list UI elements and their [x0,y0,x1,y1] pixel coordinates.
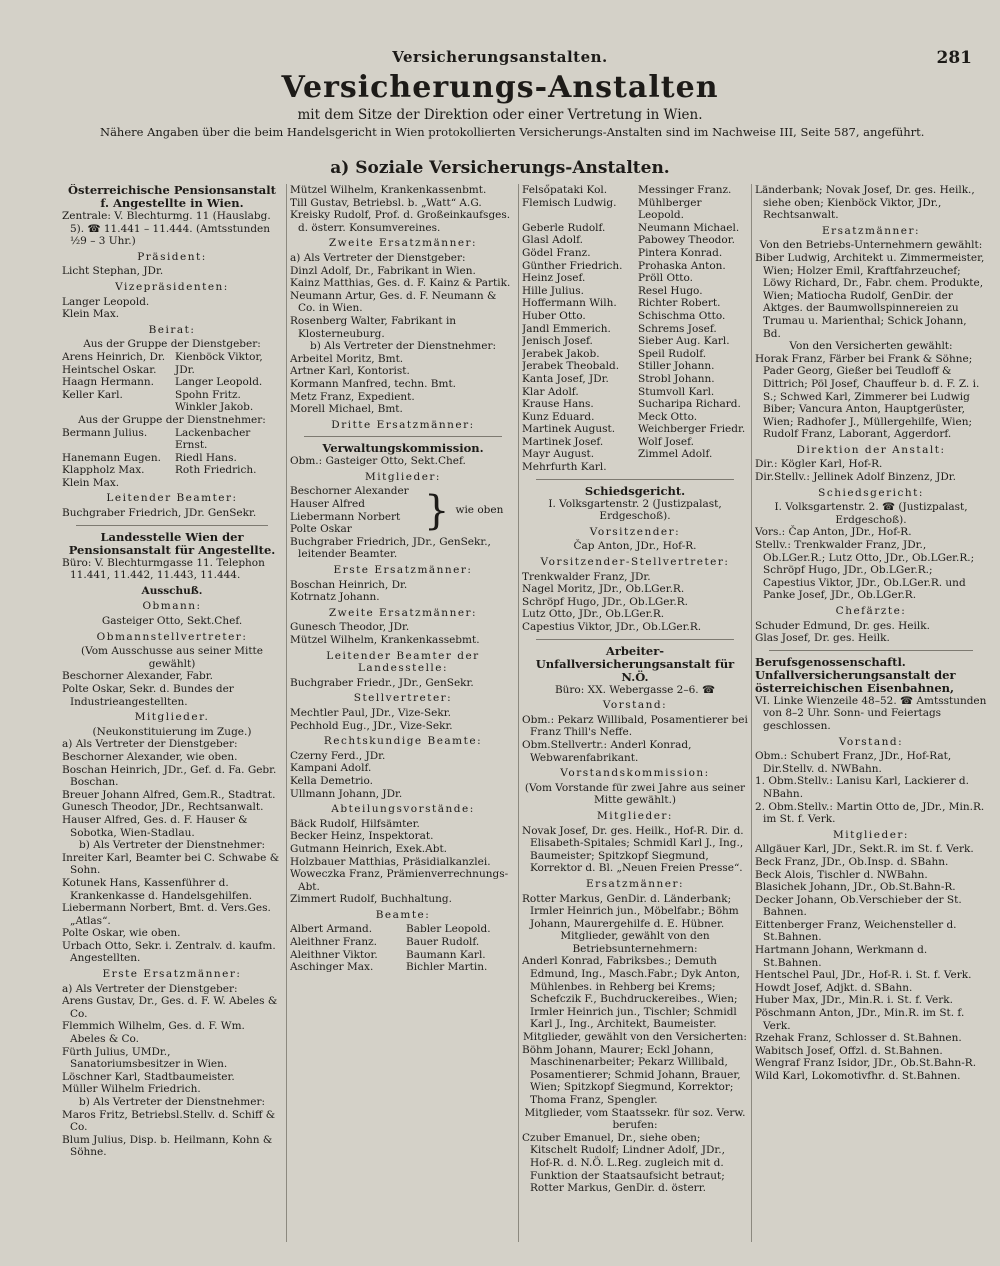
subheading: Leitender Beamter der Landesstelle: [326,649,480,675]
entry: Stiller Johann. [638,360,715,373]
entry: Albert Armand. [290,923,373,936]
entry: Wolf Josef. [638,435,694,448]
entry: Novak Josef, Dr. ges. Heilk., Hof-R. Dir. d. Elisabeth-Spitales; Schmidl Karl J., Ing., Baumeister; Spitzkopf Siegmund, Korrektor d. Bl. „Neuen Freien Presse“. [522,824,744,875]
entry: Klappholz Max. [62,464,145,477]
address: I. Volksgartenstr. 2 (Justizpalast, Erdgeschoß). [548,497,722,523]
entry: Hentschel Paul, JDr., Hof-R. i. St. f. Verk. [755,969,972,982]
entry: Decker Johann, Ob.Verschieber der St. Bahnen. [755,893,962,919]
entry: Obm.: Pekarz Willibald, Posamentierer bei Franz Thill's Neffe. [522,713,748,739]
entry: Woweczka Franz, Prämienverrechnungs-Abt. [290,868,509,893]
entry: Beck Franz, JDr., Ob.Insp. d. SBahn. [755,855,949,868]
entry: Günther Friedrich. [522,259,623,272]
entry: Rotter Markus, GenDir. d. Länderbank; Irmler Heinrich jun., Möbelfabr.; Böhm Johann, Maurergehilfe d. E. Hübner. [522,892,739,930]
entry: Rosenberg Walter, Fabrikant in Klosterneuburg. [290,314,457,340]
entry: Kella Demetrio. [290,774,373,787]
group-heading: b) Als Vertreter der Dienstnehmer: [78,1096,266,1108]
subheading: Leitender Beamter: [106,492,238,505]
entry [175,477,282,490]
entry: Keller Karl. [62,388,123,401]
entry: Krause Hans. [522,398,594,411]
entry: Speil Rudolf. [638,347,707,360]
entry: Boschan Heinrich, Dr. [290,578,408,591]
address: I. Volksgartenstr. 2. ☎ (Justizpalast, Erdgeschoß). [774,501,968,526]
entry: Messinger Franz. [638,184,732,196]
entry: Kienböck Viktor, [175,350,263,363]
entry: Metz Franz, Expedient. [290,390,415,403]
entry: Biber Ludwig, Architekt u. Zimmermeister, Wien; Holzer Emil, Kraftfahrzeuchef; Löwy Richard, Dr., Fabr. chem. Produkte, Wien; Matiocha Rudolf, GenDir. der Aktges. der Baumwollspinnereien zu Trumau u. Marienthal; Schick Johann, Bd. [755,251,985,340]
subheading: Erste Ersatzmänner: [102,968,242,981]
subheading: Obmannstellvertreter: [96,630,248,643]
running-head: Versicherungsanstalten. [392,48,608,66]
entry: Weichberger Friedr. [638,423,746,436]
entry: Gödel Franz. [522,246,591,259]
entry: Neumann Artur, Ges. d. F. Neumann & Co. in Wien. [290,289,497,315]
entry: Wabitsch Josef, Offzl. d. St.Bahnen. [755,1044,943,1057]
group-heading: a) Als Vertreter der Dienstgeber: [62,738,238,751]
group-heading: Von den Betriebs-Unternehmern gewählt: [759,239,983,252]
entry: Obm.Stellvertr.: Anderl Konrad, Webwarenfabrikant. [522,738,692,764]
entry: Löschner Karl, Stadtbaumeister. [62,1070,235,1083]
entry: Kreisky Rudolf, Prof. d. Großeinkaufsges. d. österr. Konsumvereines. [290,209,511,234]
entry: Stellv.: Trenkwalder Franz, JDr., Ob.LGer.R.; Lutz Otto, JDr., Ob.LGer.R.; Schröpf Hugo, JDr., Ob.LGer.R.; Capestius Viktor, JDr., Ob.LGer.R. und Panke Josef, JDr., Ob.LGer.R. [755,539,975,602]
entry: 1. Obm.Stellv.: Lanisu Karl, Lackierer d. NBahn. [755,775,969,800]
entry: Dinzl Adolf, Dr., Fabrikant in Wien. [290,264,476,277]
entry: 2. Obm.Stellv.: Martin Otto de, JDr., Min.R. im St. f. Verk. [755,800,985,826]
entry: Müller Wilhelm Friedrich. [62,1083,201,1096]
member-group [290,485,516,535]
entry: Schischma Otto. [638,309,726,322]
entry: Beschorner Alexander [290,485,409,498]
subheading: Vorstand: [838,735,904,748]
entry: Liebermann Norbert [290,510,401,523]
subheading: Vorstandskommission: [560,767,710,780]
subheading: Schiedsgericht: [818,486,924,499]
institution-heading: Landesstelle Wien der Pensionsanstalt für Angestellte. [68,529,276,557]
divider [536,479,734,480]
entry: Heinz Josef. [522,272,586,285]
entry: Roth Friedrich. [175,464,257,477]
subheading: Beamte: [375,908,431,921]
entry: Capestius Viktor, JDr., Ob.LGer.R. [522,621,702,633]
entry: Polte Oskar, wie oben. [62,927,181,940]
page-subtitle: mit dem Sitze der Direktion oder einer Vertretung in Wien. [297,107,703,123]
entry: Länderbank; Novak Josef, Dr. ges. Heilk., siehe oben; Kienböck Viktor, JDr., Rechtsanwalt. [755,184,975,222]
entry: Maros Fritz, Betriebsl.Stellv. d. Schiff & Co. [62,1108,276,1134]
entry: Dir.: Kögler Karl, Hof-R. [755,458,883,471]
entry: Babler Leopold. [406,923,491,936]
group-heading: Mitglieder, gewählt von den Versicherten: [523,1031,747,1044]
entry: Fürth Julius, UMDr., Sanatoriumsbesitzer in Wien. [62,1045,228,1071]
entry: Aschinger Max. [290,961,374,974]
entry: JDr. [175,363,195,376]
subheading: Ausschuß. [141,584,203,597]
entry: Jenisch Josef. [522,335,593,348]
address: Büro: V. Blechturmgasse 11. Telephon 11.441, 11.442, 11.443, 11.444. [62,556,265,582]
entry: Strobl Johann. [638,372,715,385]
group-heading: Aus der Gruppe der Dienstnehmer: [78,413,266,426]
page-number: 281 [936,48,972,68]
entry: Obm.: Schubert Franz, JDr., Hof-Rat, Dir.Stellv. d. NWBahn. [755,750,952,775]
address: VI. Linke Wienzeile 48–52. ☎ Amtsstunden von 8–2 Uhr. Sonn- und Feiertags geschlossen. [755,694,987,732]
entry: Kainz Matthias, Ges. d. F. Kainz & Partik. [290,277,511,290]
entry: Beschorner Alexander, wie oben. [62,750,238,763]
entry: Breuer Johann Alfred, Gem.R., Stadtrat. [62,788,276,801]
entry: Morell Michael, Bmt. [290,403,403,416]
group-heading: b) Als Vertreter der Dienstnehmer: [78,839,266,852]
entry: Stumvoll Karl. [638,385,715,398]
entry: Hille Julius. [522,284,584,297]
group-heading: Mitglieder, gewählt von den Betriebsunternehmern: [560,930,710,955]
entry: Obm.: Gasteiger Otto, Sekt.Chef. [290,455,466,468]
entry: Kampani Adolf. [290,762,372,775]
divider [769,650,973,651]
entry: Czerny Ferd., JDr. [290,749,386,762]
entry: Pröll Otto. [638,272,693,285]
entry: Beck Alois, Tischler d. NWBahn. [755,868,928,881]
entry: Pechhold Eug., JDr., Vize-Sekr. [290,719,453,732]
entry: Felsőpataki Kol. [522,184,608,196]
name-grid [62,351,282,414]
institution-heading: Verwaltungskommission. [322,441,484,456]
entry: Sieber Aug. Karl. [638,335,730,348]
entry: Huber Max, JDr., Min.R. i. St. f. Verk. [755,994,953,1007]
divider [536,639,734,640]
entry: Mechtler Paul, JDr., Vize-Sekr. [290,706,451,719]
column-4 [755,184,987,1246]
entry: Gutmann Heinrich, Exek.Abt. [290,842,447,855]
subheading: Mitglieder: [833,828,909,841]
entry: Buchgraber Friedrich, JDr. GenSekr. [62,507,257,520]
entry: Polte Oskar [290,523,352,536]
subheading: Vorstand: [602,699,668,712]
entry: Mützel Wilhelm, Krankenkassenbmt. [290,184,487,196]
entry: Lackenbacher Ernst. [175,426,251,452]
entry: Becker Heinz, Inspektorat. [290,830,434,843]
entry: Spohn Fritz. [175,388,241,401]
entry: Schuder Edmund, Dr. ges. Heilk. [755,619,930,632]
entry: Holzbauer Matthias, Präsidialkanzlei. [290,855,491,868]
entry: Howdt Josef, Adjkt. d. SBahn. [755,981,913,994]
entry: Mützel Wilhelm, Krankenkassebmt. [290,634,480,646]
entry: Heintschel Oskar. [62,363,157,376]
entry: Jerabek Theobald. [522,360,620,373]
brace: } [424,487,450,534]
member-group-names [290,485,418,535]
entry: Aleithner Viktor. [290,948,378,961]
subheading: Beirat: [148,323,196,336]
entry: Zimmel Adolf. [638,448,713,461]
institution-heading: Arbeiter-Unfallversicherungsanstalt für N.Ö. [535,643,735,684]
entry: Bäck Rudolf, Hilfsämter. [290,817,420,830]
group-heading: Von den Versicherten gewählt: [789,340,953,353]
entry: Trenkwalder Franz, JDr. [522,570,651,583]
entry: Dir.Stellv.: Jellinek Adolf Binzenz, JDr. [755,471,956,484]
subheading: Zweite Ersatzmänner: [328,606,478,619]
subheading: Mitglieder: [597,809,673,822]
entry: Gunesch Theodor, JDr., Rechtsanwalt. [62,801,264,814]
name-grid [290,923,516,973]
group-heading: Aus der Gruppe der Dienstgeber: [83,338,261,351]
group-heading: Mitglieder, vom Staatssekr. für soz. Verw. berufen: [524,1106,746,1132]
entry: Kormann Manfred, techn. Bmt. [290,377,457,390]
entry: Pabowey Theodor. [638,234,735,247]
subheading: Mitglieder: [365,470,441,483]
entry: Wengraf Franz Isidor, JDr., Ob.St.Bahn-R. [755,1057,977,1070]
subheading: Zweite Ersatzmänner: [328,237,478,250]
entry: Allgäuer Karl, JDr., Sekt.R. im St. f. Verk. [755,843,974,856]
entry: Flemmich Wilhelm, Ges. d. F. Wm. Abeles & Co. [62,1020,245,1046]
entry: Hauser Alfred, Ges. d. F. Hauser & Sobotka, Wien-Stadlau. [62,813,248,839]
entry: Flemisch Ludwig. [522,196,617,209]
entry [638,461,748,474]
subheading: Vizepräsidenten: [115,280,229,293]
entry: Glas Josef, Dr. ges. Heilk. [755,632,890,645]
entry: Hanemann Eugen. [62,451,161,464]
subheading: Ersatzmänner: [821,224,921,237]
column-divider [286,184,287,1242]
entry: Gasteiger Otto, Sekt.Chef. [101,615,243,628]
entry: Aleithner Franz. [290,936,378,949]
entry: Bermann Julius. [62,426,148,439]
entry: Boschan Heinrich, JDr., Gef. d. Fa. Gebr. Boschan. [62,763,277,789]
entry: Mühlberger Leopold. [638,196,702,222]
entry: Resel Hugo. [638,284,703,297]
entry: Zimmert Rudolf, Buchhaltung. [290,893,452,906]
entry: Geberle Rudolf. [522,221,606,234]
subheading: Präsident: [137,250,207,263]
entry: Schröpf Hugo, JDr., Ob.LGer.R. [522,595,688,608]
entry: Nagel Moritz, JDr., Ob.LGer.R. [522,583,685,596]
entry: Lutz Otto, JDr., Ob.LGer.R. [522,608,665,621]
note: (Neukonstituierung im Zuge.) [92,725,252,738]
divider [76,525,268,526]
entry: Hoffermann Wilh. [522,297,617,310]
institution-heading: Berufsgenossenschaftl. Unfallversicherungsanstalt der österreichischen Eisenbahnen, [755,654,956,695]
institution-heading: Österreichische Pensionsanstalt f. Angestellte in Wien. [68,184,276,210]
entry: Kotunek Hans, Kassenführer d. Krankenkasse d. Handelsgehilfen. [62,876,253,902]
entry: Mehrfurth Karl. [522,461,607,474]
entry: Rzehak Franz, Schlosser d. St.Bahnen. [755,1032,962,1045]
subheading: Mitglieder. [134,711,210,724]
note: (Vom Ausschusse aus seiner Mitte gewählt) [81,645,263,670]
column-1 [62,184,282,1246]
subheading: Ersatzmänner: [585,877,685,890]
reference-notice: Nähere Angaben über die beim Handelsgericht in Wien protokollierten Versicherungs-Anstalten sind im Nachweise III, Seite 587, angeführt. [100,125,925,139]
column-divider [751,184,752,1242]
entry: Meck Otto. [638,410,698,423]
entry [62,401,169,414]
group-heading: b) Als Vertreter der Dienstnehmer: [309,340,497,353]
address: Büro: XX. Webergasse 2–6. ☎ [554,683,716,696]
entry: Schrems Josef. [638,322,717,335]
institution-heading: Schiedsgericht. [584,483,686,498]
entry: Baumann Karl. [406,948,486,961]
entry: Riedl Hans. [175,451,237,464]
entry: Ullmann Johann, JDr. [290,787,403,800]
entry: Bichler Martin. [406,961,488,974]
entry: Artner Karl, Kontorist. [290,365,410,378]
page-title: Versicherungs-Anstalten [281,70,719,105]
subheading: Chefärzte: [835,605,907,617]
entry: Pöschmann Anton, JDr., Min.R. im St. f. Verk. [755,1007,965,1032]
section-heading: a) Soziale Versicherungs-Anstalten. [330,158,670,178]
entry: Horak Franz, Färber bei Frank & Söhne; Pader Georg, Gießer bei Teudloff & Dittrich; Pöl Josef, Chauffeur b. d. F. Z. i. S.; Schwed Karl, Zimmerer bei Ludwig Biber; Vancura Anton, Hauptgerüster, Wien; Radhofer J., Müllergehilfe, Wien; Rudolf Franz, Laborant, Aggerdorf. [755,352,980,441]
entry: Langer Leopold. [62,295,150,308]
entry: Kanta Josef, JDr. [522,372,609,385]
entry: Bauer Rudolf. [406,936,480,949]
entry: Richter Robert. [638,297,721,310]
column-2 [290,184,516,1246]
entry: Arbeitel Moritz, Bmt. [290,352,404,365]
subheading: Vorsitzender: [589,525,681,538]
entry: Wild Karl, Lokomotivfhr. d. St.Bahnen. [755,1070,961,1082]
group-heading: a) Als Vertreter der Dienstgeber: [290,251,466,264]
entry: Böhm Johann, Maurer; Eckl Johann, Maschinenarbeiter; Pekarz Willibald, Posamentierer; Schmid Johann, Brauer, Wien; Spitzkopf Siegmund, Korrektor; Thoma Franz, Spengler. [522,1043,741,1106]
column-3 [522,184,748,1246]
entry: Hauser Alfred [290,498,365,511]
entry: Pintera Konrad. [638,246,723,259]
entry: Beschorner Alexander, Fabr. [62,670,213,683]
entry: Urbach Otto, Sekr. i. Zentralv. d. kaufm. Angestellten. [62,939,276,965]
entry: Haagn Hermann. [62,376,154,389]
entry: Jandl Emmerich. [522,322,611,335]
subheading: Vorsitzender-Stellvertreter: [540,556,730,569]
entry: Čap Anton, JDr., Hof-R. [573,540,697,553]
entry: Arens Gustav, Dr., Ges. d. F. W. Abeles & Co. [62,995,278,1020]
subheading: Dritte Ersatzmänner: [331,418,475,431]
entry: Anderl Konrad, Fabriksbes.; Demuth Edmund, Ing., Masch.Fabr.; Dyk Anton, Mühlenbes. in Rehberg bei Krems; Schefczik F., Buchdruckereibes., Wien; Irmler Heinrich jun., Tischler; Schmidl Karl J., Ing., Architekt, Baumeister. [522,955,740,1031]
entry: Blasichek Johann, JDr., Ob.St.Bahn-R. [755,881,956,894]
entry: Blum Julius, Disp. b. Heilmann, Kohn & Söhne. [62,1133,273,1159]
name-grid [62,427,282,490]
entry: Langer Leopold. [175,376,263,389]
entry: Klein Max. [62,308,120,321]
entry: Polte Oskar, Sekr. d. Bundes der Industrieangestellten. [62,683,234,708]
entry: Mayr August. [522,448,595,461]
entry: Kunz Eduard. [522,410,595,423]
subheading: Abteilungsvorstände: [331,803,475,816]
entry: Arens Heinrich, Dr. [62,350,166,363]
group-heading: a) Als Vertreter der Dienstgeber: [62,982,238,995]
entry: Kotrnatz Johann. [290,591,380,604]
entry: Gunesch Theodor, JDr. [290,621,410,634]
subheading: Obmann: [142,600,202,613]
entry: Glasl Adolf. [522,234,583,247]
entry: Neumann Michael. [638,221,740,234]
entry: Inreiter Karl, Beamter bei C. Schwabe & Sohn. [62,851,280,877]
entry: Martinek Josef. [522,435,604,448]
subheading: Stellvertreter: [353,692,453,705]
subheading: Rechtskundige Beamte: [323,735,483,748]
entry: Sucharipa Richard. [638,398,741,411]
entry: Klar Adolf. [522,385,579,398]
entry: Klein Max. [62,476,120,489]
address: Zentrale: V. Blechturmg. 11 (Hauslabg. 5). ☎ 11.441 – 11.444. (Amtsstunden ½9 – 3 Uhr.) [62,210,271,248]
entry: Jerabek Jakob. [522,347,600,360]
entry: Vors.: Čap Anton, JDr., Hof-R. [755,526,912,539]
entry: Till Gustav, Betriebsl. b. „Watt“ A.G. [290,196,482,209]
column-divider [518,184,519,1242]
entry: Czuber Emanuel, Dr., siehe oben; Kitschelt Rudolf; Lindner Adolf, JDr., Hof-R. d. N.Ö. L.Reg. zugleich mit d. Funktion der Staatsaufsicht betraut; Rotter Markus, GenDir. d. österr. [522,1131,725,1195]
entry: Huber Otto. [522,309,586,322]
entry: Martinek August. [522,423,616,436]
entry: Liebermann Norbert, Bmt. d. Vers.Ges. „Atlas“. [62,902,271,927]
note: (Vom Vorstande für zwei Jahre aus seiner Mitte gewählt.) [524,781,746,807]
name-grid [522,184,748,474]
entry: Eittenberger Franz, Weichensteller d. St.Bahnen. [755,918,957,944]
subheading: Direktion der Anstalt: [796,443,946,456]
entry: Buchgraber Friedrich, JDr., GenSekr., leitender Beamter. [290,535,491,561]
subheading: Erste Ersatzmänner: [333,564,473,577]
entry: Hartmann Johann, Werkmann d. St.Bahnen. [755,944,928,969]
entry: Licht Stephan, JDr. [62,265,164,278]
divider [304,436,502,437]
entry: Buchgraber Friedr., JDr., GenSekr. [290,676,474,689]
entry: Winkler Jakob. [175,401,254,414]
note: wie oben [455,504,504,517]
entry: Prohaska Anton. [638,259,726,272]
